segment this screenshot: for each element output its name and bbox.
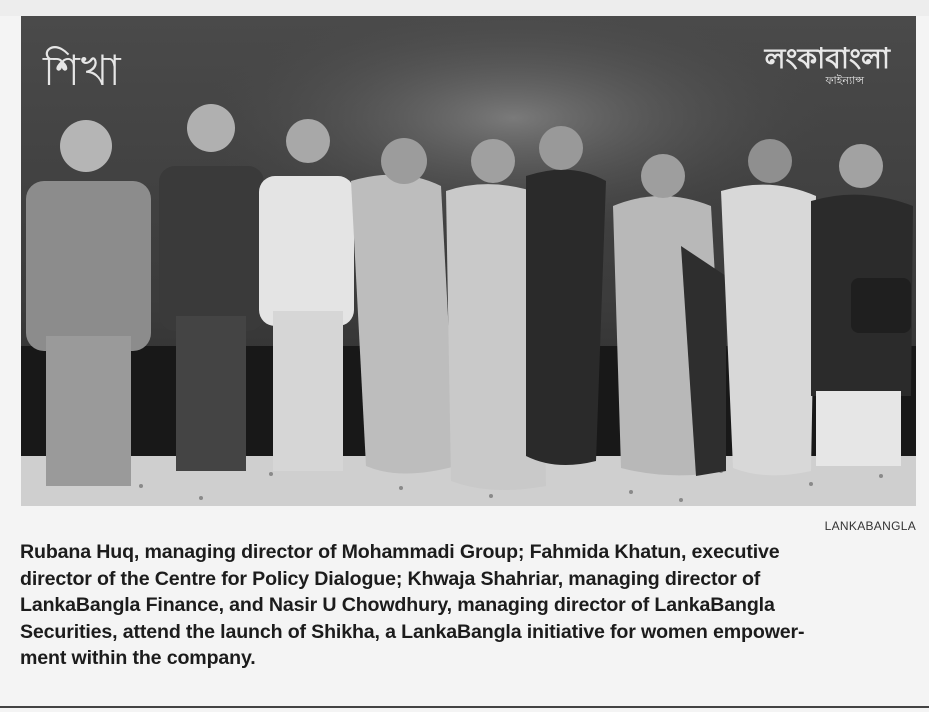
caption-line: Rubana Huq, managing director of Mohammadi Group; Fahmida Khatun, executive — [20, 541, 780, 563]
lankabangla-logo — [765, 44, 890, 88]
caption-line: Securities, attend the launch of Shikha, a LankaBangla initiative for women empower- — [20, 620, 805, 643]
caption-line: director of the Centre for Policy Dialogue; Khwaja Shahriar, managing director of — [20, 567, 761, 590]
caption-line: ment within the company. — [20, 647, 256, 669]
lankabangla-logo-sub: ফাইন্যান্স — [825, 74, 864, 87]
shikha-logo: শিখা — [43, 46, 122, 95]
photo-caption — [20, 539, 915, 672]
photo-illustration — [21, 16, 916, 506]
photo-credit: LANKABANGLA — [824, 519, 916, 533]
news-photo — [21, 16, 916, 506]
bottom-rule — [0, 706, 929, 708]
lankabangla-logo-main: লংকাবাংলা — [764, 42, 890, 75]
page-top-strip — [0, 0, 929, 16]
caption-line: LankaBangla Finance, and Nasir U Chowdhury, managing director of LankaBangla — [20, 594, 775, 616]
